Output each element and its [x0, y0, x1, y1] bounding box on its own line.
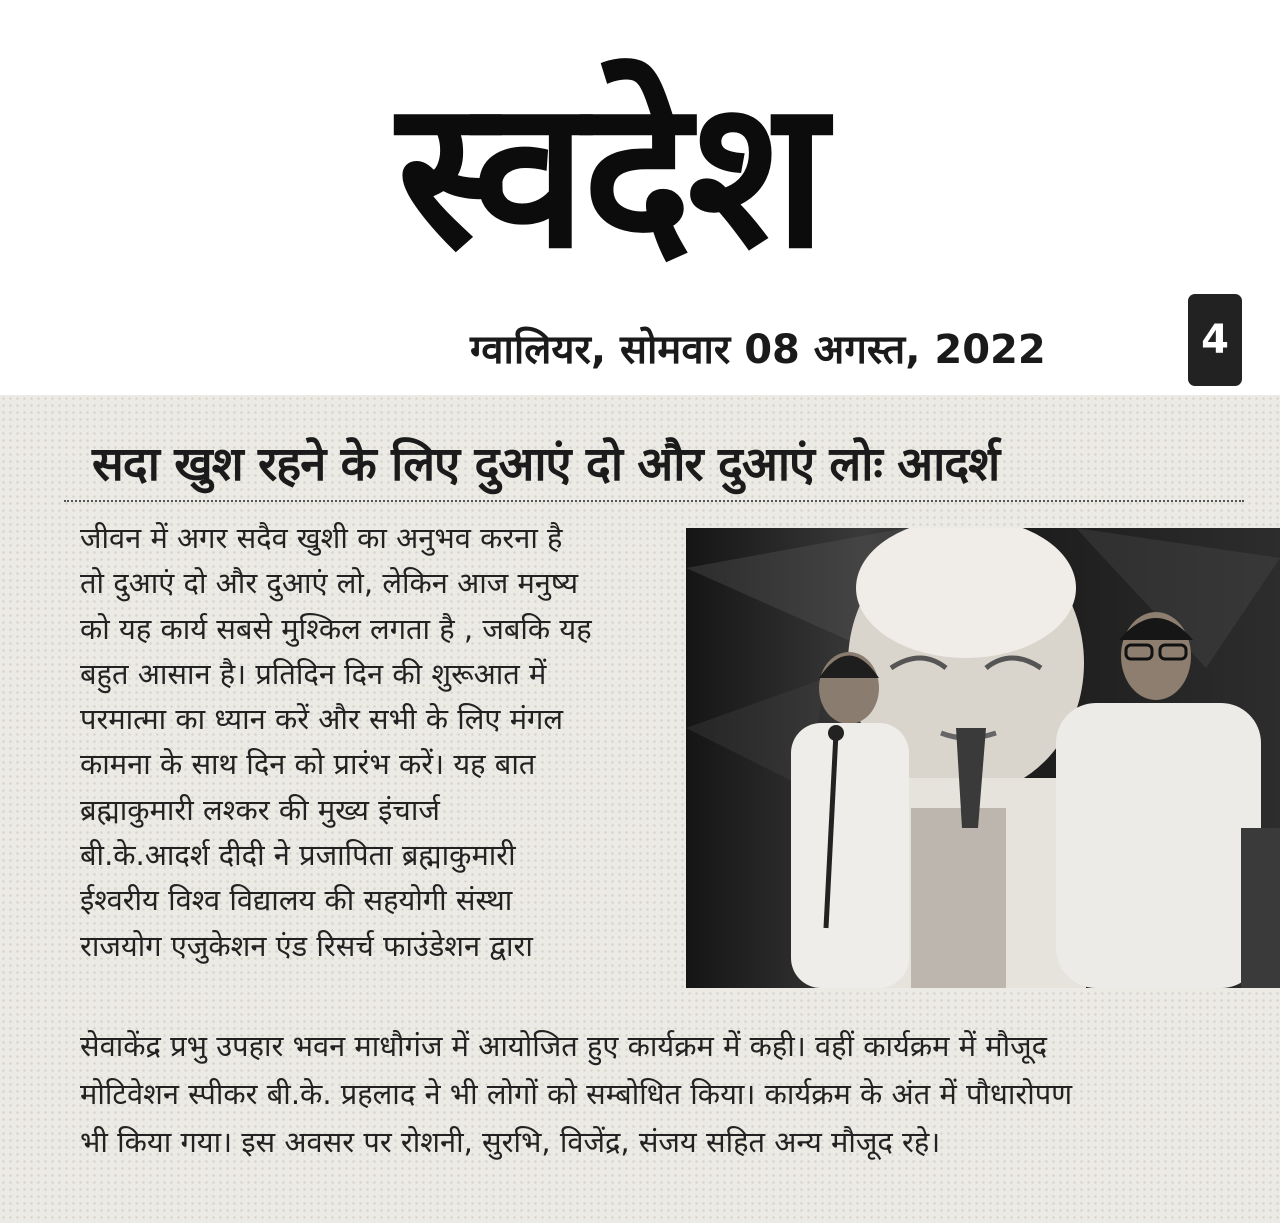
column-line: बी.के.आदर्श दीदी ने प्रजापिता ब्रह्माकुमारी: [80, 838, 516, 873]
column-line: को यह कार्य सबसे मुश्किल लगता है , जबकि यह: [80, 611, 592, 646]
column-line: जीवन में अगर सदैव खुशी का अनुभव करना है: [80, 521, 563, 555]
column-line: तो दुआएं दो और दुआएं लो, लेकिन आज मनुष्य: [80, 566, 579, 601]
column-line: परमात्मा का ध्यान करें और सभी के लिए मंगल: [80, 702, 564, 737]
article-wide-text: [80, 1022, 1250, 1166]
wide-line: मोटिवेशन स्पीकर बी.के. प्रहलाद ने भी लोगों को सम्बोधित किया। कार्यक्रम के अंत में पौधारोपण: [80, 1077, 1073, 1111]
wide-line: सेवाकेंद्र प्रभु उपहार भवन माधौगंज में आयोजित हुए कार्यक्रम में कही। वहीं कार्यक्रम में मौजूद: [80, 1029, 1048, 1063]
column-line: ब्रह्माकुमारी लश्कर की मुख्य इंचार्ज: [80, 792, 440, 827]
photo-illustration: [686, 528, 1280, 988]
column-line: राजयोग एजुकेशन एंड रिसर्च फाउंडेशन द्वारा: [80, 928, 533, 963]
masthead: [0, 0, 1280, 395]
article-column-text: [80, 516, 680, 969]
column-line: कामना के साथ दिन को प्रारंभ करें। यह बात: [80, 747, 536, 782]
page-number-badge: 4: [1188, 294, 1242, 386]
column-line: ईश्वरीय विश्व विद्यालय की सहयोगी संस्था: [80, 883, 513, 918]
wide-line: भी किया गया। इस अवसर पर रोशनी, सुरभि, विजेंद्र, संजय सहित अन्य मौजूद रहे।: [80, 1125, 941, 1159]
newspaper-title: स्वदेश: [397, 56, 823, 294]
article-photo: [686, 528, 1280, 988]
headline-divider: [64, 500, 1244, 502]
column-line: बहुत आसान है। प्रतिदिन दिन की शुरूआत में: [80, 656, 547, 691]
article-headline: सदा खुश रहने के लिए दुआएं दो और दुआएं लोः आदर्श: [92, 437, 1000, 492]
man-with-glasses-figure: [1056, 612, 1280, 988]
dateline: ग्वालियर, सोमवार 08 अगस्त, 2022: [470, 327, 1046, 373]
